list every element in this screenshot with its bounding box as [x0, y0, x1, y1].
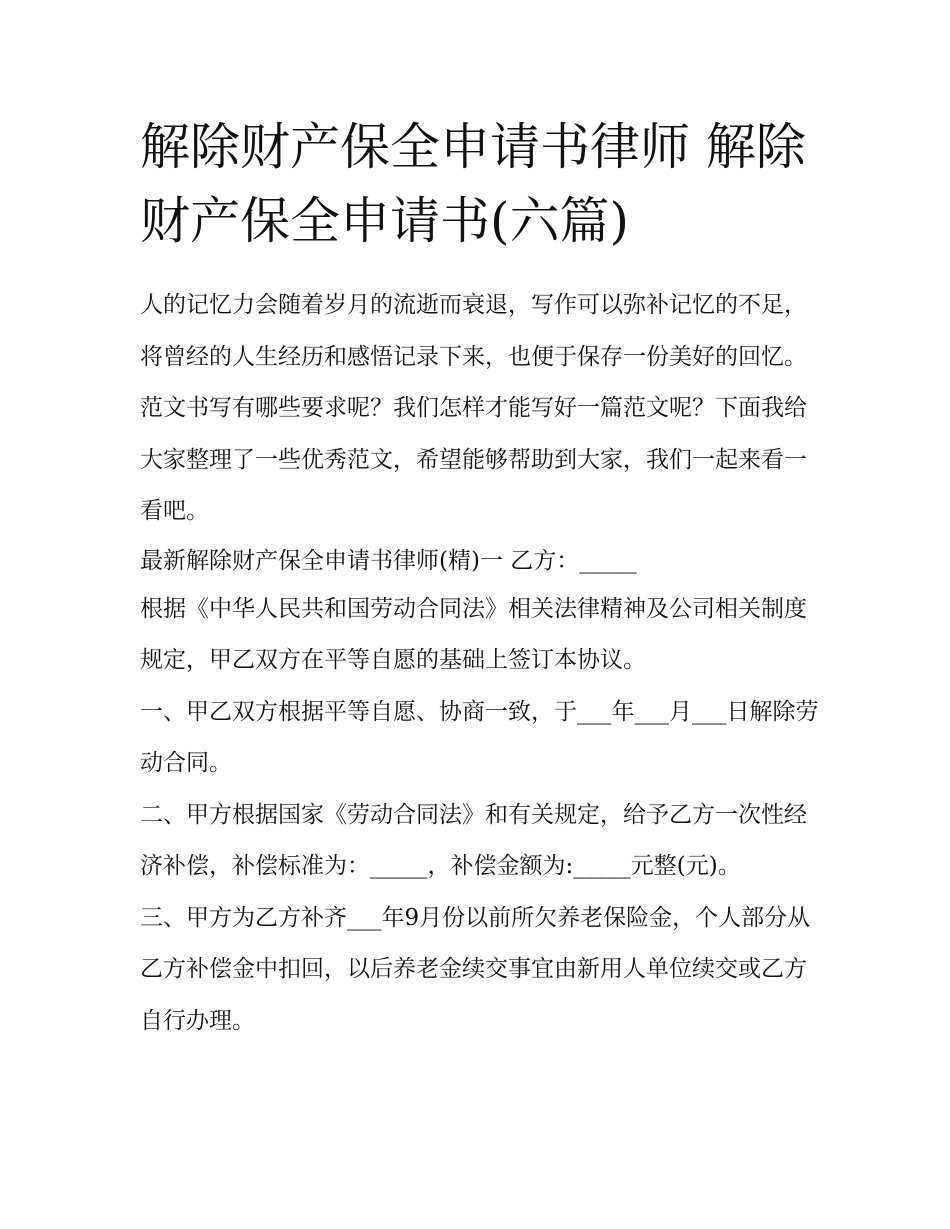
paragraph-legal-basis: 根据《中华人民共和国劳动合同法》相关法律精神及公司相关制度规定，甲乙双方在平等自愿的基础上签订本协议。 — [140, 595, 807, 673]
intro-paragraph: 人的记忆力会随着岁月的流逝而衰退，写作可以弥补记忆的不足，将曾经的人生经历和感悟记录下来，也便于保存一份美好的回忆。范文书写有哪些要求呢？我们怎样才能写好一篇范文呢？下面我给大家整理了一些优秀范文，希望能够帮助到大家，我们一起来看一看吧。 — [140, 292, 807, 524]
document-body — [140, 280, 820, 1047]
document-title: 解除财产保全申请书律师 解除财产保全申请书(六篇) — [140, 118, 806, 250]
section-heading: 最新解除财产保全申请书律师(精)一 乙方：_____ — [140, 547, 637, 574]
clause-1: 一、甲乙双方根据平等自愿、协商一致，于___年___月___日解除劳动合同。 — [140, 698, 819, 776]
clause-2: 二、甲方根据国家《劳动合同法》和有关规定，给予乙方一次性经济补偿，补偿标准为：_____，补偿金额为:_____元整(元)。 — [140, 801, 807, 879]
clause-3: 三、甲方为乙方补齐___年9月份以前所欠养老保险金，个人部分从乙方补偿金中扣回，以后养老金续交事宜由新用人单位续交或乙方自行办理。 — [140, 904, 811, 1034]
